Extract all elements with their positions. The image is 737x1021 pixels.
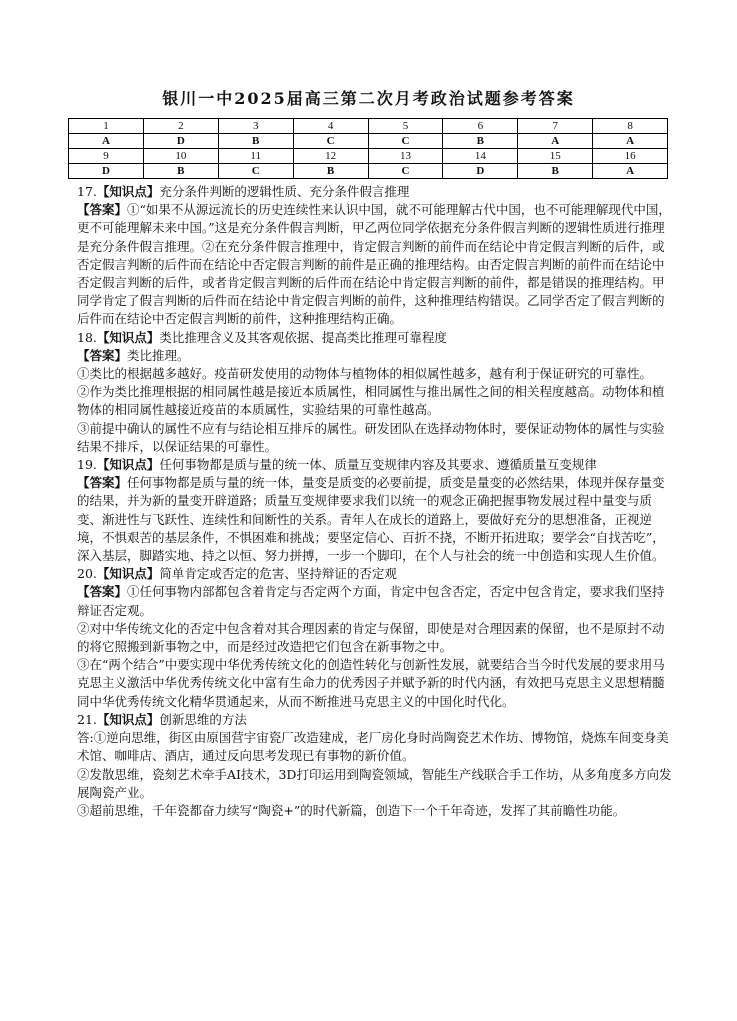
answer-table-cell: 13 — [368, 149, 443, 164]
answer-table-cell: C — [368, 134, 443, 149]
q17-heading — [77, 183, 673, 201]
q21-point-3: ③超前思维，千年瓷都奋力续写“陶瓷+”的时代新篇，创造下一个千年奇迹，发挥了其前瞻性功能。 — [77, 802, 626, 818]
q18-point-1: ①类比的根据越多越好。疫苗研发使用的动物体与植物体的相似属性越多，越有利于保证研究的可靠性。 — [77, 366, 653, 382]
answer-table-cell: C — [368, 164, 443, 179]
q21-number: 21. — [77, 711, 97, 727]
answer-table-cell: C — [218, 164, 293, 179]
q20-point-2: ②对中华传统文化的否定中包含着对其合理因素的肯定与保留，即使是对合理因素的保留，也不是原封不动的将它照搬到新事物之中，而是经过改造把它们包含在新事物之中。 — [77, 620, 665, 655]
q20-answer-mark: 【答案】 — [77, 584, 128, 600]
q20-answer — [77, 583, 673, 619]
q18-heading — [77, 329, 673, 347]
answer-table-cell: 6 — [443, 119, 518, 134]
answer-table-cell: 11 — [218, 149, 293, 164]
q18-knowledge-mark: 【知识点】 — [96, 329, 160, 345]
answer-table-cell: D — [69, 164, 144, 179]
answer-table-cell: 1 — [69, 119, 144, 134]
answer-table-cell: 14 — [443, 149, 518, 164]
q19-knowledge-text: 任何事物都是质与量的统一体、质量互变规律内容及其要求、遵循质量互变规律 — [159, 457, 597, 473]
q21-knowledge-mark: 【知识点】 — [96, 711, 160, 727]
answer-table — [68, 118, 668, 179]
answer-table-number-row — [69, 149, 668, 164]
answer-table-cell: A — [593, 134, 668, 149]
answer-table-cell: D — [443, 164, 518, 179]
page-title: 银川一中2025届高三第二次月考政治试题参考答案 — [162, 89, 575, 108]
q19-knowledge-mark: 【知识点】 — [96, 457, 160, 473]
q18-point-2: ②作为类比推理根据的相同属性越是接近本质属性，相同属性与推出属性之间的相关程度越高。动物体和植物体的相同属性越接近疫苗的本质属性，实验结果的可靠性越高。 — [77, 384, 665, 418]
q17-knowledge-text: 充分条件判断的逻辑性质、充分条件假言推理 — [159, 184, 410, 199]
q21-answer-mark: 答: — [77, 730, 94, 746]
answer-table-cell: B — [443, 134, 518, 149]
q20-number: 20. — [77, 566, 97, 582]
answer-table-cell: A — [69, 134, 144, 149]
q18-answer-mark: 【答案】 — [77, 347, 128, 363]
q17-answer-mark: 【答案】 — [77, 202, 128, 218]
answer-table-letter-row — [69, 134, 668, 149]
q21-point-2: ②发散思维，瓷刻艺术牵手AI技术，3D打印运用到陶瓷领域，智能生产线联合手工作坊，从多角度多方向发展陶瓷产业。 — [77, 766, 672, 800]
q21-heading — [77, 711, 673, 729]
answer-table-cell: B — [143, 164, 218, 179]
answer-table-letter-row — [69, 164, 668, 179]
q17-number: 17. — [77, 184, 97, 199]
answer-table-cell: 3 — [218, 119, 293, 134]
q21-answer — [77, 729, 673, 765]
answer-table-cell: 15 — [518, 149, 593, 164]
q19-heading — [77, 456, 673, 474]
q18-number: 18. — [77, 329, 97, 345]
answer-table-cell: D — [143, 134, 218, 149]
q21-knowledge-text: 创新思维的方法 — [159, 711, 247, 727]
answer-table-cell: 10 — [143, 149, 218, 164]
q20-point-3: ③在“两个结合”中要实现中华优秀传统文化的创造性转化与创新性发展，就要结合当今时代发展的要求用马克思主义激活中华优秀传统文化中富有生命力的优秀因子并赋予新的时代内涵，有效把马克思主义思想精髓同中华优秀传统文化精华贯通起来，从而不断推进马克思主义的中国化时代化。 — [77, 657, 665, 709]
answer-table-cell: 9 — [69, 149, 144, 164]
q19-answer-mark: 【答案】 — [77, 475, 128, 491]
answer-table-cell: 7 — [518, 119, 593, 134]
q20-heading — [77, 565, 673, 583]
answer-table-number-row — [69, 119, 668, 134]
q18-answer-text: 类比推理。 — [127, 347, 190, 363]
q18-answer — [77, 347, 673, 365]
q17-answer — [77, 201, 673, 328]
answer-table-cell: 12 — [293, 149, 368, 164]
q18-knowledge-text: 类比推理含义及其客观依据、提高类比推理可靠程度 — [159, 329, 447, 345]
q19-number: 19. — [77, 457, 97, 473]
answer-table-cell: 5 — [368, 119, 443, 134]
answer-table-cell: 4 — [293, 119, 368, 134]
answer-table-cell: B — [293, 164, 368, 179]
q21-answer-text: ①逆向思维，街区由原国营宇宙瓷厂改造建成，老厂房化身时尚陶瓷艺术作坊、博物馆，烧炼车间变身美术馆、咖啡店、酒店，通过反向思考发现已有事物的新价值。 — [77, 730, 669, 764]
answer-content — [77, 183, 673, 820]
answer-table-cell: A — [518, 134, 593, 149]
q20-knowledge-text: 简单肯定或否定的危害、坚持辩证的否定观 — [159, 566, 397, 582]
answer-table-cell: B — [218, 134, 293, 149]
q19-answer-text: 任何事物都是质与量的统一体，量变是质变的必要前提，质变是量变的必然结果，体现并保存量变的结果，并为新的量变开辟道路；质量互变规律要求我们以统一的观念正确把握事物发展过程中量变与质变、渐进性与飞跃性、连续性和间断性的关系。青年人在成长的道路上，要做好充分的思想准备，正视逆境，不惧艰苦的基层条件，不惧困难和挑战；要坚定信心、百折不挠，不断开拓进取；要学会“自找苦吃”，深入基层，脚踏实地、持之以恒、努力拼搏，一步一个脚印，在个人与社会的统一中创造和实现人生价值。 — [77, 475, 665, 564]
answer-table-cell: 16 — [593, 149, 668, 164]
answer-table-cell: C — [293, 134, 368, 149]
answer-table-cell: 8 — [593, 119, 668, 134]
q17-answer-text: ①“如果不从源远流长的历史连续性来认识中国，就不可能理解古代中国，也不可能理解现代中国，更不可能理解未来中国。”这是充分条件假言判断，甲乙两位同学依据充分条件假言判断的逻辑性质进行推理是充分条件假言推理。②在充分条件假言推理中，肯定假言判断的前件而在结论中肯定假言判断的后件，或否定假言判断的后件而在结论中否定假言判断的前件是正确的推理结构。由否定假言判断的前件而在结论中否定假言判断的后件，或者肯定假言判断的后件而在结论中肯定假言判断的前件，都是错误的推理结构。甲同学肯定了假言判断的后件而在结论中肯定假言判断的前件，这种推理结构错误。乙同学否定了假言判断的后件而在结论中否定假言判断的前件，这种推理结构正确。 — [77, 202, 671, 327]
q18-point-3: ③前提中确认的属性不应有与结论相互排斥的属性。研发团队在选择动物体时，要保证动物体的属性与实验结果不排斥，以保证结果的可靠性。 — [77, 420, 665, 454]
answer-table-cell: A — [593, 164, 668, 179]
q20-knowledge-mark: 【知识点】 — [96, 566, 160, 582]
q17-knowledge-mark: 【知识点】 — [96, 184, 160, 199]
answer-table-cell: 2 — [143, 119, 218, 134]
q20-answer-text: ①任何事物内部都包含着肯定与否定两个方面，肯定中包含否定，否定中包含肯定，要求我们坚持辩证否定观。 — [77, 584, 665, 618]
q19-answer — [77, 474, 673, 565]
answer-table-cell: B — [518, 164, 593, 179]
